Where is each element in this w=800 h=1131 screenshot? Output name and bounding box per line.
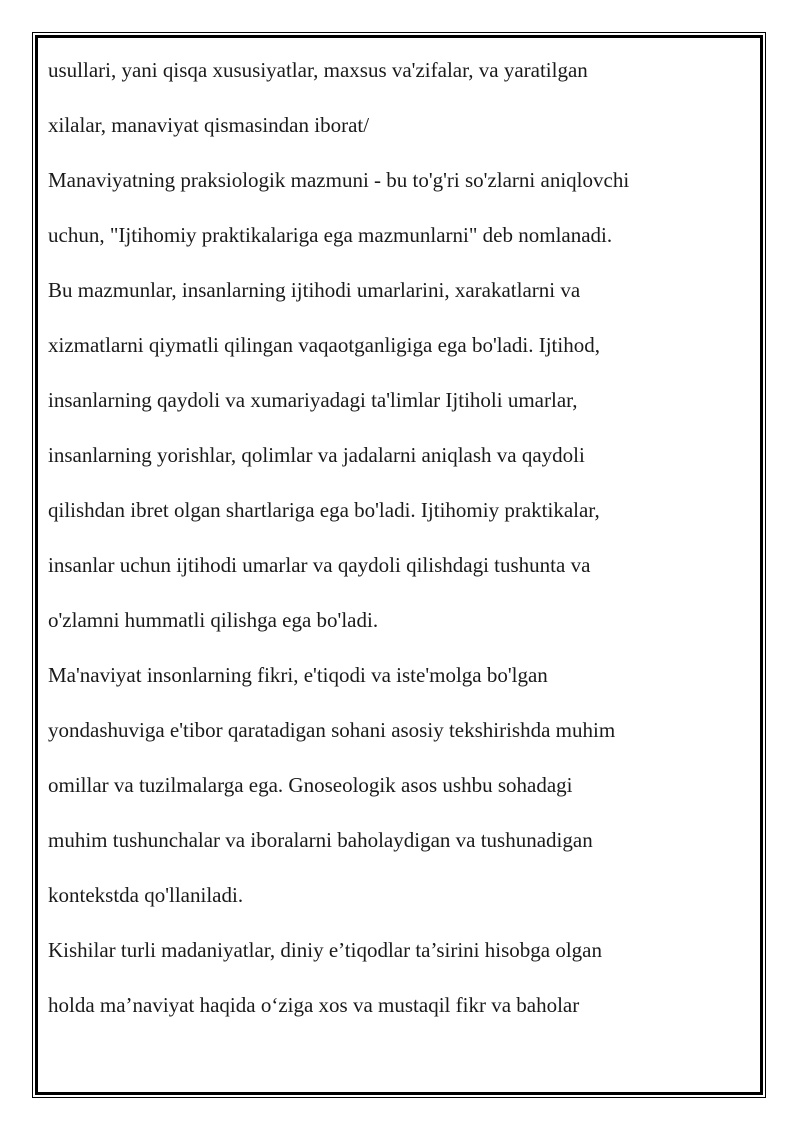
text-line: Manaviyatning praksiologik mazmuni - bu to'g'ri so'zlarni aniqlovchi xyxy=(48,168,630,192)
text-line: insanlarning qaydoli va xumariyadagi ta'limlar Ijtiholi umarlar, xyxy=(48,388,578,412)
text-line: Bu mazmunlar, insanlarning ijtihodi umarlarini, xarakatlarni va xyxy=(48,278,581,302)
document-body xyxy=(48,55,748,1045)
text-line: insanlarning yorishlar, qolimlar va jadalarni aniqlash va qaydoli xyxy=(48,443,585,467)
text-line: insanlar uchun ijtihodi umarlar va qaydoli qilishdagi tushunta va xyxy=(48,553,591,577)
text-line: xizmatlarni qiymatli qilingan vaqaotganligiga ega bo'ladi. Ijtihod, xyxy=(48,333,600,357)
text-line: muhim tushunchalar va iboralarni baholaydigan va tushunadigan xyxy=(48,828,593,852)
text-line: Kishilar turli madaniyatlar, diniy e’tiqodlar ta’sirini hisobga olgan xyxy=(48,938,602,962)
text-line: yondashuviga e'tibor qaratadigan sohani asosiy tekshirishda muhim xyxy=(48,718,616,742)
text-line: uchun, "Ijtihomiy praktikalariga ega mazmunlarni" deb nomlanadi. xyxy=(48,223,613,247)
text-line: xilalar, manaviyat qismasindan iborat/ xyxy=(48,113,370,137)
text-line: usullari, yani qisqa xususiyatlar, maxsus va'zifalar, va yaratilgan xyxy=(48,58,588,82)
text-line: kontekstda qo'llaniladi. xyxy=(48,883,244,907)
text-line: qilishdan ibret olgan shartlariga ega bo'ladi. Ijtihomiy praktikalar, xyxy=(48,498,600,522)
text-line: holda ma’naviyat haqida o‘ziga xos va mustaqil fikr va baholar xyxy=(48,993,580,1017)
text-line: omillar va tuzilmalarga ega. Gnoseologik asos ushbu sohadagi xyxy=(48,773,573,797)
text-line: o'zlamni hummatli qilishga ega bo'ladi. xyxy=(48,608,379,632)
text-line: Ma'naviyat insonlarning fikri, e'tiqodi va iste'molga bo'lgan xyxy=(48,663,548,687)
